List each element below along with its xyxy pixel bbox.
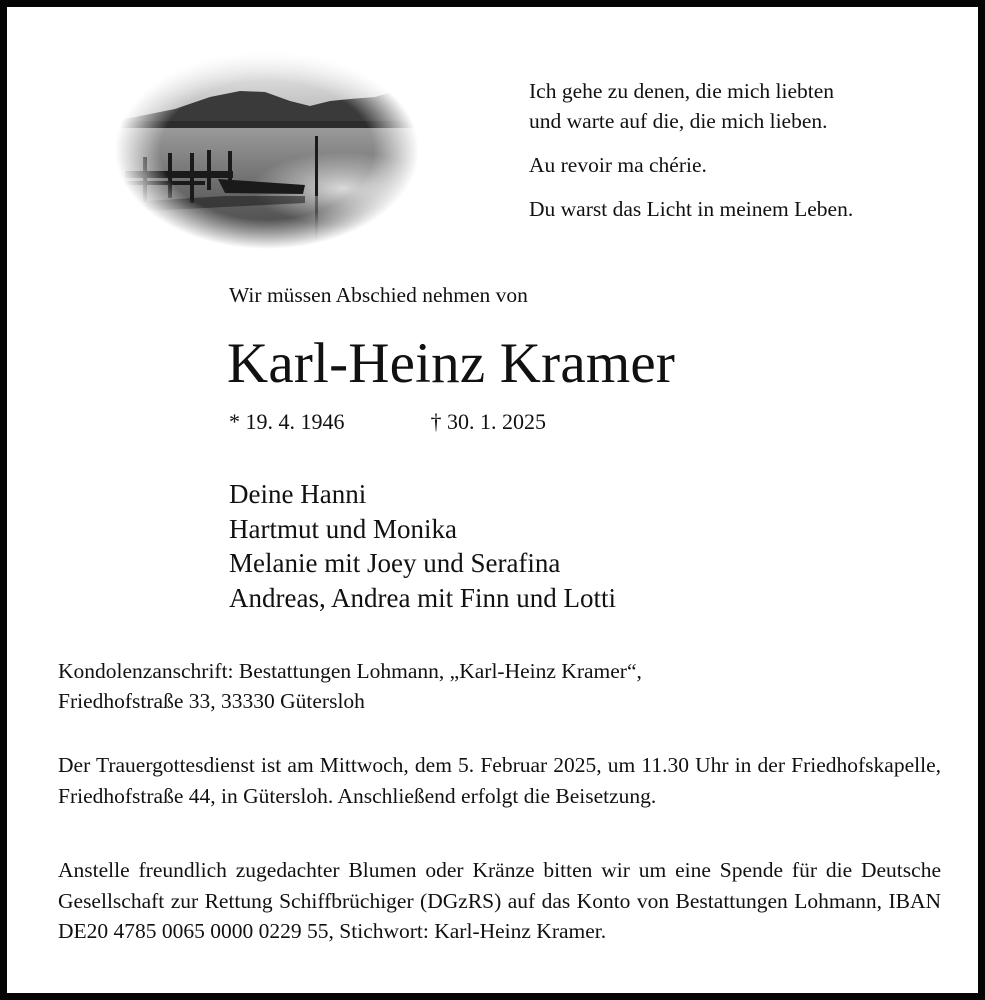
condolence-address [58,656,642,716]
life-dates [229,409,546,435]
quote-block [529,76,853,238]
quote-line: Au revoir ma chérie. [529,153,707,177]
quote-line: Du warst das Licht in meinem Leben. [529,197,854,221]
intro-text: Wir müssen Abschied nehmen von [229,283,528,307]
donation-info: Anstelle freundlich zugedachter Blumen oder Kränze bitten wir um eine Spende für die Deutsche Gesellschaft zur Rettung Schiffbrüchiger (DGzRS) auf das Konto von Bestattungen Lohmann, IBAN DE20 4785 0065 0000 0229 55, Stichwort: Karl-Heinz Kramer. [58,858,941,943]
condolence-line: Kondolenzanschrift: Bestattungen Lohmann, „Karl-Heinz Kramer“, [58,659,642,683]
quote-stanza [529,76,853,136]
lake-photo-icon [115,51,419,249]
family-member: Hartmut und Monika [229,513,457,544]
family-member: Melanie mit Joey und Serafina [229,548,561,578]
deceased-name: Karl-Heinz Kramer [227,332,676,395]
family-list [229,477,616,615]
death-date: † 30. 1. 2025 [430,409,546,434]
family-member: Deine Hanni [229,479,367,509]
birth-date: * 19. 4. 1946 [229,409,345,434]
family-member: Andreas, Andrea mit Finn und Lotti [229,582,616,613]
quote-line: und warte auf die, die mich lieben. [529,109,828,133]
service-info: Der Trauergottesdienst ist am Mittwoch, dem 5. Februar 2025, um 11.30 Uhr in der Friedhofskapelle, Friedhofstraße 44, in Gütersloh. Anschließend erfolgt die Beisetzung. [58,753,941,808]
condolence-line: Friedhofstraße 33, 33330 Gütersloh [58,689,365,713]
lake-photo [115,51,419,249]
quote-line: Ich gehe zu denen, die mich liebten [529,79,835,103]
